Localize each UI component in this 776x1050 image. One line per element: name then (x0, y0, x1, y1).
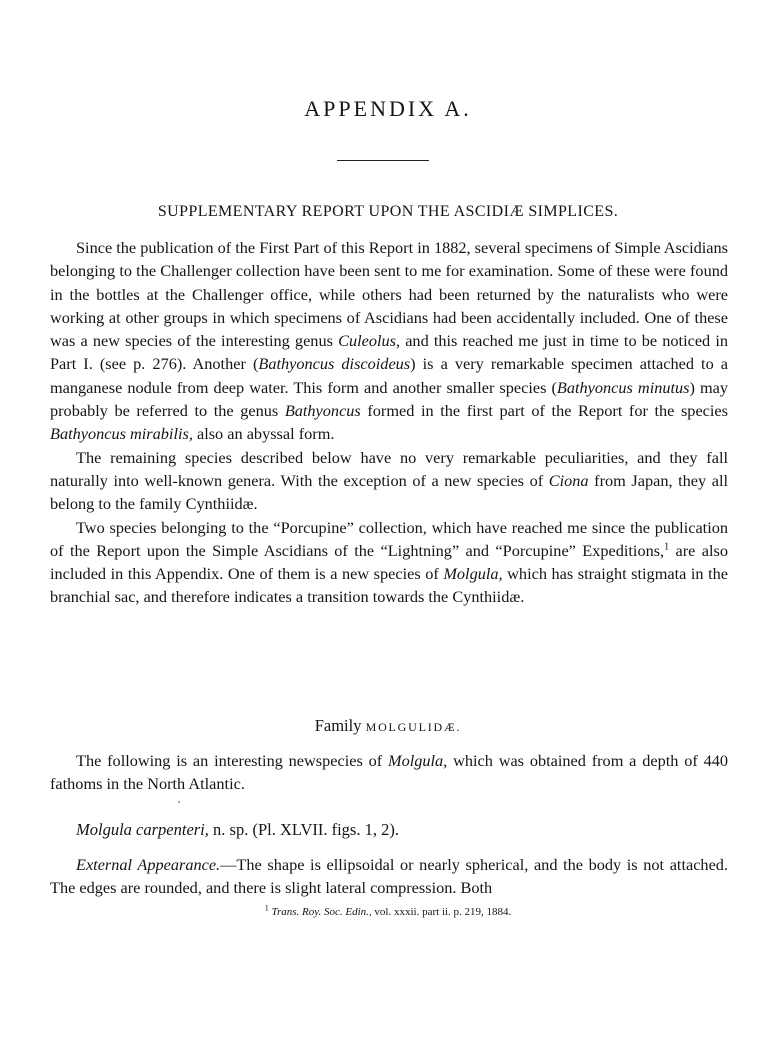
footnote: $^1$ Trans. Roy. Soc. Edin., vol. xxxii. part ii. p. 219, 1884. (264, 903, 512, 918)
intro-text (50, 236, 728, 609)
paragraph-4: The following is an interesting newspecies of Molgula, which was obtained from a depth of 440 fathoms in the North Atlantic. (50, 751, 729, 794)
paragraph-5: External Appearance.—The shape is ellipsoidal or nearly spherical, and the body is not attached. The edges are rounded, and there is slight lateral compression. Both (50, 855, 729, 898)
family-heading: Family MOLGULIDÆ. (314, 716, 462, 735)
paragraph-1: Since the publication of the First Part of this Report in 1882, several specimens of Simple Ascidians belonging to the Challenger collection have been sent to me for examination. Some of these were found in the bottles at the Challenger office, while others had been returned by the naturalists who were working at other groups in which specimens of Ascidians had been accidentally included. One of these was a new species of the interesting genus Culeolus, and this reached me just in time to be noticed in Part I. (see p. 276). Another (Bathyoncus discoideus) is a very remarkable specimen attached to a manganese nodule from deep water. This form and another smaller species (Bathyoncus minutus) may probably be referred to the genus Bathyoncus formed in the first part of the Report for the species Bathyoncus mirabilis, also an abyssal form. (50, 238, 729, 444)
species-title: Molgula carpenteri, n. sp. (Pl. XLVII. figs. 1, 2). (76, 820, 399, 839)
appendix-heading: APPENDIX A. (304, 96, 472, 121)
paragraph-2: The remaining species described below have no very remarkable peculiarities, and they fall naturally into well-known genera. With the exception of a new species of Ciona from Japan, they all belong to the family Cynthiidæ. (50, 447, 729, 514)
footnote-ref: 1 (664, 541, 670, 553)
report-subheading: SUPPLEMENTARY REPORT UPON THE ASCIDIÆ SIMPLICES. (157, 203, 619, 220)
paragraph-3: Two species belonging to the “Porcupine” collection, which have reached me since the publication of the Report upon the Simple Ascidians of the “Lightning” and “Porcupine” Expeditions,$^1$ are also included in this Appendix. One of them is a new species of Molgula, which has straight stigmata in the branchial sac, and therefore indicates a transition towards the Cynthiidæ. (50, 517, 728, 607)
print-speck (178, 801, 180, 803)
heading-rule (337, 160, 429, 161)
